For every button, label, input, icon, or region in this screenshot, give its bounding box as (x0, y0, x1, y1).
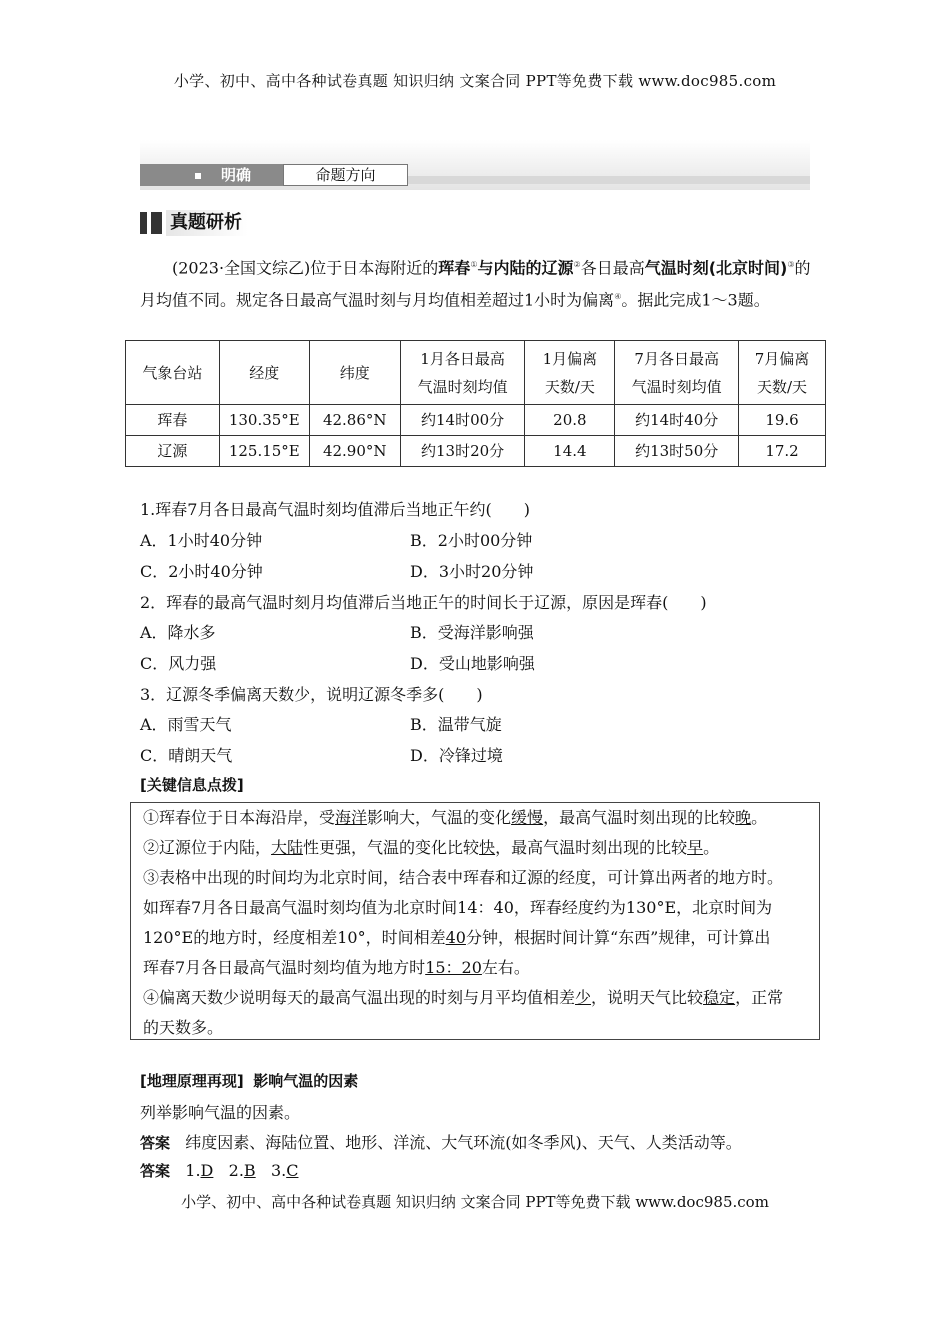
table-header-cell: 7月各日最高 气温时刻均值 (615, 341, 739, 405)
table-header-row (126, 341, 826, 405)
table-row (126, 436, 826, 467)
option-2b: B．受海洋影响强 (410, 623, 534, 642)
option-3c: C．晴朗天气 (140, 746, 233, 765)
question-1-stem: 1.珲春7月各日最高气温时刻均值滞后当地正午约( ) (140, 500, 530, 519)
table-header-cell: 纬度 (309, 341, 400, 405)
table-cell: 20.8 (525, 405, 615, 436)
key-info-line: 120°E的地方时，经度相差10°，时间相差40分钟，根据时间计算“东西”规律，可计算出 (143, 928, 771, 947)
key-info-box (130, 802, 820, 1040)
table-cell: 约14时40分 (615, 405, 739, 436)
key-info-line: 珲春7月各日最高气温时刻均值为地方时15：20左右。 (143, 958, 530, 977)
option-3d: D．冷锋过境 (410, 746, 503, 765)
key-info-line: ②辽源位于内陆，大陆性更强，气温的变化比较快，最高气温时刻出现的比较早。 (143, 838, 720, 857)
table-cell: 约13时20分 (400, 436, 525, 467)
key-info-line: ①珲春位于日本海沿岸，受海洋影响大，气温的变化缓慢，最高气温时刻出现的比较晚。 (143, 808, 768, 827)
option-1b: B．2小时00分钟 (410, 531, 533, 550)
key-info-line: ④偏离天数少说明每天的最高气温出现的时刻与月平均值相差少，说明天气比较稳定，正常 (143, 988, 784, 1007)
key-info-line: 的天数多。 (143, 1018, 224, 1037)
option-2d: D．受山地影响强 (410, 654, 535, 673)
question-3-stem: 3．辽源冬季偏离天数少，说明辽源冬季多( ) (140, 685, 483, 704)
page-footer: 小学、初中、高中各种试卷真题 知识归纳 文案合同 PPT等免费下载 www.doc985.com (181, 1193, 769, 1211)
banner-label: 明确 (140, 164, 283, 186)
option-3b: B．温带气旋 (410, 715, 502, 734)
section-heading (140, 210, 248, 236)
table-cell: 14.4 (525, 436, 615, 467)
option-3a: A．雨雪天气 (140, 715, 232, 734)
section-banner (140, 140, 810, 190)
option-2a: A．降水多 (140, 623, 216, 642)
final-answer: 答案 1.D 2.B 3.C (140, 1161, 299, 1180)
option-1c: C．2小时40分钟 (140, 562, 263, 581)
principle-answer: 答案 纬度因素、海陆位置、地形、洋流、大气环流(如冬季风)、天气、人类活动等。 (140, 1133, 742, 1152)
key-info-line: ③表格中出现的时间均为北京时间，结合表中珲春和辽源的经度，可计算出两者的地方时。 (143, 868, 784, 887)
table-header-cell: 经度 (219, 341, 309, 405)
table-row (126, 405, 826, 436)
table-header-cell: 气象台站 (126, 341, 220, 405)
table-cell: 42.86°N (309, 405, 400, 436)
banner-subtitle: 命题方向 (283, 164, 408, 186)
table-cell: 珲春 (126, 405, 220, 436)
table-header-cell: 1月各日最高 气温时刻均值 (400, 341, 525, 405)
table-cell: 19.6 (739, 405, 826, 436)
climate-data-table (125, 340, 826, 467)
table-cell: 17.2 (739, 436, 826, 467)
principle-heading: [地理原理再现] 影响气温的因素 (140, 1072, 359, 1090)
table-header-cell: 7月偏离 天数/天 (739, 341, 826, 405)
option-1d: D．3小时20分钟 (410, 562, 534, 581)
intro-paragraph: (2023·全国文综乙)位于日本海附近的珲春①与内陆的辽源②各日最高气温时刻(北京时间)③的月均值不同。规定各日最高气温时刻与月均值相差超过1小时为偏离④。据此完成1～3题。 (140, 258, 811, 310)
table-header-cell: 1月偏离 天数/天 (525, 341, 615, 405)
option-2c: C．风力强 (140, 654, 217, 673)
table-cell: 42.90°N (309, 436, 400, 467)
table-cell: 130.35°E (219, 405, 309, 436)
table-cell: 辽源 (126, 436, 220, 467)
table-cell: 约13时50分 (615, 436, 739, 467)
principle-prompt: 列举影响气温的因素。 (140, 1103, 301, 1122)
section-marker-icon (140, 212, 162, 234)
option-1a: A．1小时40分钟 (140, 531, 263, 550)
table-cell: 约14时00分 (400, 405, 525, 436)
key-info-label: [关键信息点拨] (140, 776, 244, 794)
page-header: 小学、初中、高中各种试卷真题 知识归纳 文案合同 PPT等免费下载 www.doc985.com (173, 72, 777, 90)
key-info-line: 如珲春7月各日最高气温时刻均值为北京时间14：40，珲春经度约为130°E，北京时间为 (143, 898, 773, 917)
section-title: 真题研析 (166, 210, 248, 236)
banner-stripe (408, 176, 810, 184)
question-2-stem: 2．珲春的最高气温时刻月均值滞后当地正午的时间长于辽源，原因是珲春( ) (140, 593, 707, 612)
table-cell: 125.15°E (219, 436, 309, 467)
